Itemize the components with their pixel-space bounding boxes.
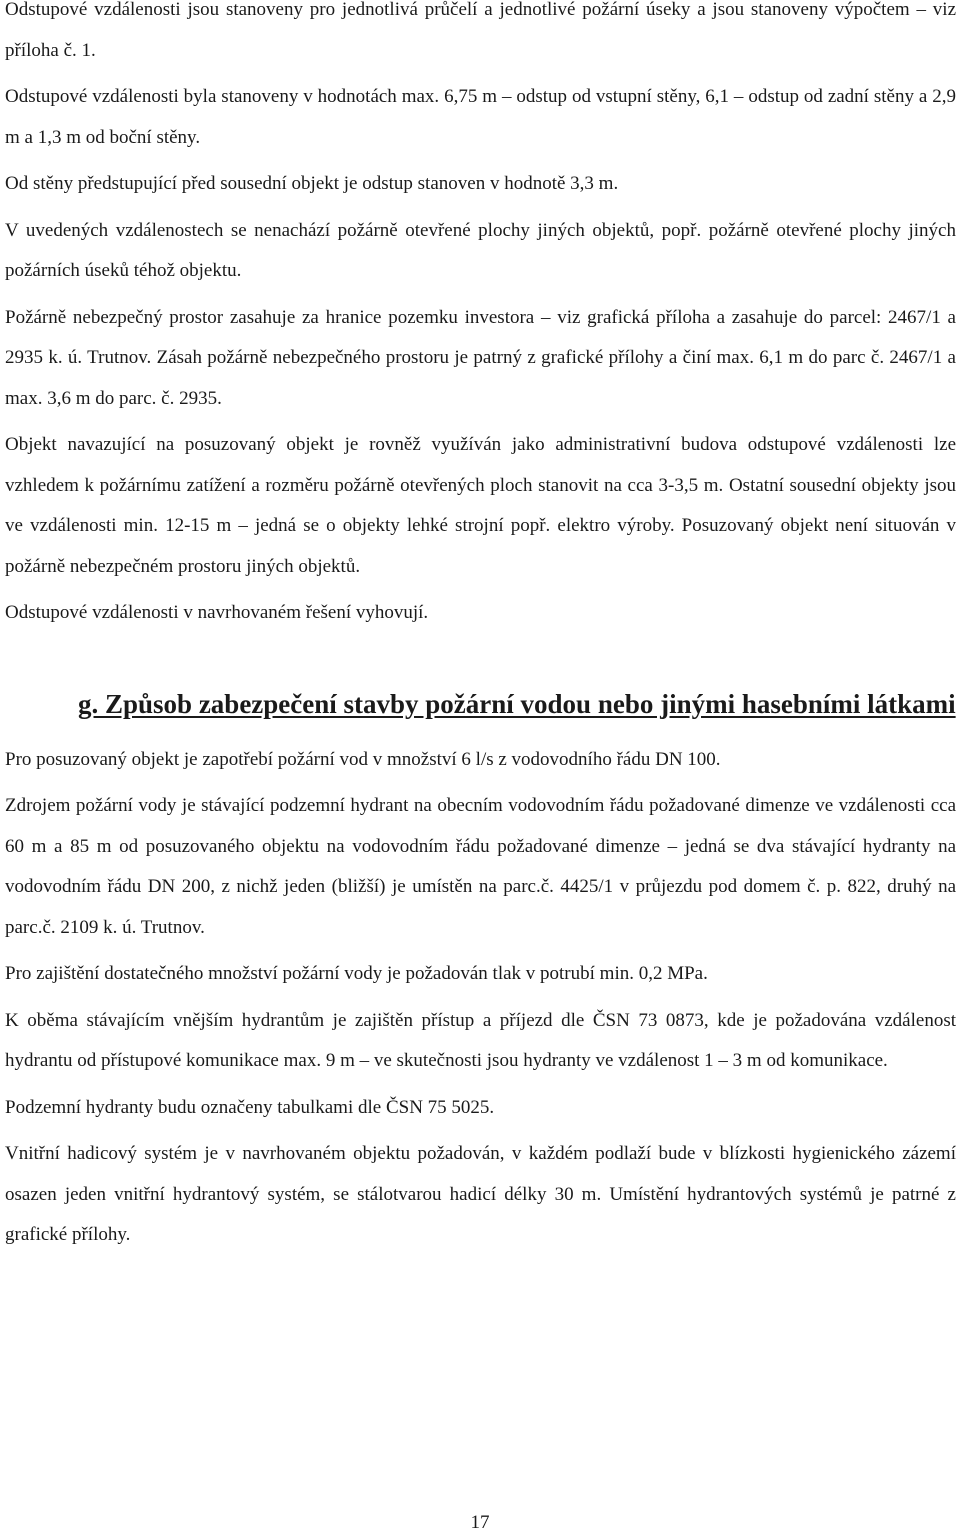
paragraph-conclusion: Odstupové vzdálenosti v navrhovaném řešení vyhovují. bbox=[5, 602, 429, 623]
paragraph-water-demand: Pro posuzovaný objekt je zapotřebí požární vod v množství 6 l/s z vodovodního řádu DN 100. bbox=[5, 748, 721, 770]
section-heading: g. Způsob zabezpečení stavby požární vodou nebo jinými hasebními látkami bbox=[78, 688, 956, 719]
paragraph-hydrant-signs: Podzemní hydranty budu označeny tabulkami dle ČSN 75 5025. bbox=[5, 1096, 495, 1118]
page-number: 17 bbox=[470, 1512, 490, 1533]
paragraph-distance-values: Odstupové vzdálenosti byla stanoveny v hodnotách max. 6,75 m – odstup od vstupní stěny, 6,1 – odstup od zadní stěny a 2,9 m a 1,3 m od boční stěny. bbox=[5, 86, 956, 148]
paragraph-pressure: Pro zajištění dostatečného množství požární vody je požadován tlak v potrubí min. 0,2 MPa. bbox=[5, 963, 708, 984]
paragraph-internal-hose-system: Vnitřní hadicový systém je v navrhovaném objektu požadován, v každém podlaží bude v blízkosti hygienického zázemí osazen jeden vnitřní hydrantový systém, se stálotvarou hadicí délky 30 m. Umístění hydrantových systémů je patrné z grafické přílohy. bbox=[5, 1143, 956, 1245]
paragraph-water-source: Zdrojem požární vody je stávající podzemní hydrant na obecním vodovodním řádu požadované dimenze ve vzdálenosti cca 60 m a 85 m od posuzovaného objektu na vodovodním řádu požadované dimenze – jedná se dva stávající hydranty na vodovodním řádu DN 200, z nichž jeden (bližší) je umístěn na parc.č. 4425/1 v průjezdu pod domem č. p. 822, druhý na parc.č. 2109 k. ú. Trutnov. bbox=[5, 795, 956, 938]
paragraph-hazard-zone: Požárně nebezpečný prostor zasahuje za hranice pozemku investora – viz grafická příloha a zasahuje do parcel: 2467/1 a 2935 k. ú. Trutnov. Zásah požárně nebezpečného prostoru je patrný z grafické přílohy a činí max. 6,1 m do parc č. 2467/1 a max. 3,6 m do parc. č. 2935. bbox=[5, 306, 956, 409]
paragraph-adjacent-objects: Objekt navazující na posuzovaný objekt je rovněž využíván jako administrativní budova odstupové vzdálenosti lze vzhledem k požárnímu zatížení a rozměru požárně otevřených ploch stanovit na cca 3-3,5 m. Ostatní sousední objekty jsou ve vzdálenosti min. 12-15 m – jedná se o objekty lehké strojní popř. elektro výroby. Posuzovaný objekt není situován v požárně nebezpečném prostoru jiných objektů. bbox=[5, 434, 956, 577]
paragraph-protruding-wall: Od stěny předstupující před sousední objekt je odstup stanoven v hodnotě 3,3 m. bbox=[5, 173, 619, 194]
paragraph-distances-intro: Odstupové vzdálenosti jsou stanoveny pro jednotlivá průčelí a jednotlivé požární úseky a jsou stanoveny výpočtem – viz příloha č. 1. bbox=[5, 0, 956, 61]
paragraph-hydrant-access: K oběma stávajícím vnějším hydrantům je zajištěn přístup a příjezd dle ČSN 73 0873, kde je požadována vzdálenost hydrantu od přístupové komunikace max. 9 m – ve skutečnosti jsou hydranty ve vzdálenost 1 – 3 m od komunikace. bbox=[5, 1009, 956, 1071]
paragraph-open-areas: V uvedených vzdálenostech se nenachází požárně otevřené plochy jiných objektů, popř. požárně otevřené plochy jiných požárních úseků téhož objektu. bbox=[5, 219, 956, 281]
